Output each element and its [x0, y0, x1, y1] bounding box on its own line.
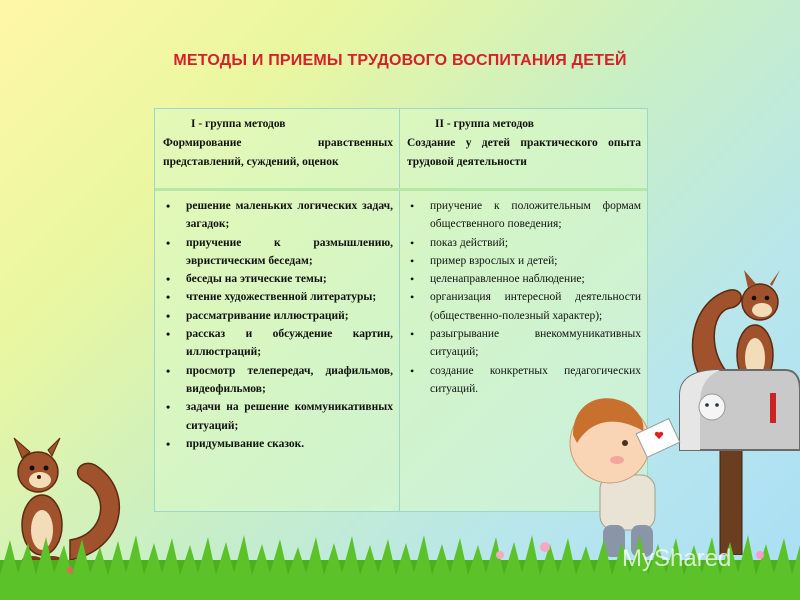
- list-item: • просмотр телепередач, диафильмов, видеофильмов;: [163, 362, 393, 399]
- list-item: • придумывание сказок.: [163, 435, 393, 453]
- list-item: • пример взрослых и детей;: [407, 252, 641, 270]
- list-item: • рассказ и обсуждение картин, иллюстраций;: [163, 325, 393, 362]
- list-item: • организация интересной деятельности (общественно-полезный характер);: [407, 288, 641, 325]
- group-2-subheading: Создание у детей практического опыта трудовой деятельности: [407, 137, 641, 168]
- list-item: • чтение художественной литературы;: [163, 288, 393, 306]
- list-item: • решение маленьких логических задач, загадок;: [163, 197, 393, 234]
- group-1-column: [155, 109, 400, 511]
- list-item: • рассматривание иллюстраций;: [163, 307, 393, 325]
- list-item: • создание конкретных педагогических ситуаций.: [407, 362, 641, 399]
- list-item: • показ действий;: [407, 234, 641, 252]
- group-2-header: [399, 109, 647, 191]
- group-1-heading: I - группа методов: [191, 118, 286, 130]
- group-1-subheading: Формирование нравственных представлений, суждений, оценок: [163, 137, 393, 168]
- list-item: • задачи на решение коммуникативных ситуаций;: [163, 398, 393, 435]
- list-item: • беседы на этические темы;: [163, 270, 393, 288]
- watermark: MyShared: [622, 545, 732, 572]
- group-2-heading: II - группа методов: [435, 118, 534, 130]
- page-title: МЕТОДЫ И ПРИЕМЫ ТРУДОВОГО ВОСПИТАНИЯ ДЕТЕЙ: [173, 52, 627, 69]
- list-item: • разыгрывание внекоммуникативных ситуаций;: [407, 325, 641, 362]
- list-item: • целенаправленное наблюдение;: [407, 270, 641, 288]
- list-item: • приучение к положительным формам общественного поведения;: [407, 197, 641, 234]
- group-1-header: [155, 109, 399, 191]
- list-item: • приучение к размышлению, эвристическим беседам;: [163, 234, 393, 271]
- group-1-list: [163, 197, 393, 453]
